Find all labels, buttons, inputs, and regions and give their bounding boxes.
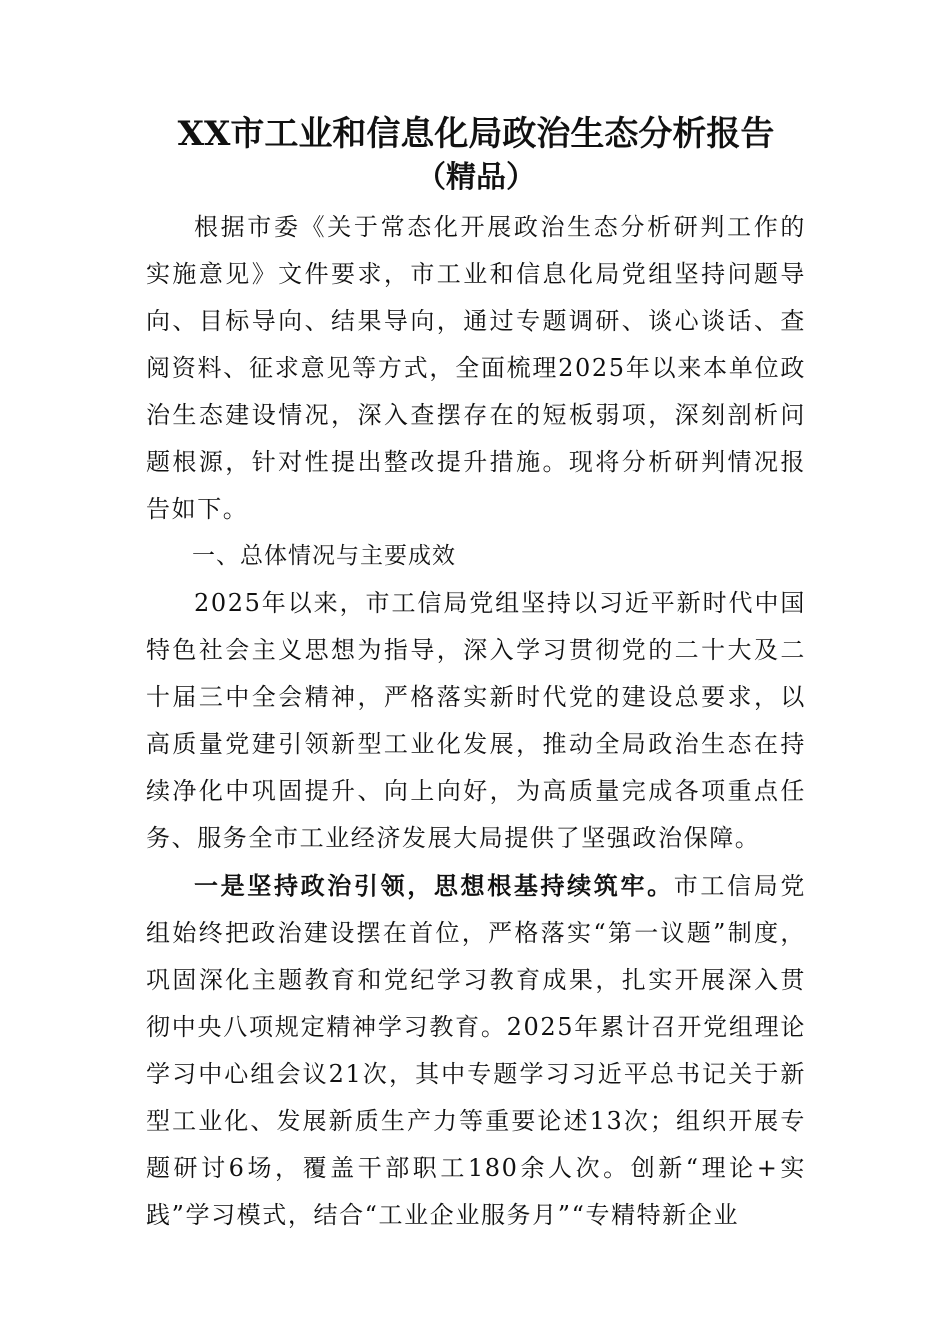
section-1-paragraph: 2025年以来，市工信局党组坚持以习近平新时代中国特色社会主义思想为指导，深入学习贯彻党的二十大及二十届三中全会精神，严格落实新时代党的建设总要求，以高质量党建引领新型工业化发展，推动全局政治生态在持续净化中巩固提升、向上向好，为高质量完成各项重点任务、服务全市工业经济发展大局提供了坚强政治保障。 (146, 589, 806, 852)
point-1-lead: 一是坚持政治引领，思想根基持续筑牢。 (194, 871, 674, 900)
point-1-paragraph (146, 862, 806, 1239)
intro-paragraph: 根据市委《关于常态化开展政治生态分析研判工作的实施意见》文件要求，市工业和信息化局党组坚持问题导向、目标导向、结果导向，通过专题调研、谈心谈话、查阅资料、征求意见等方式，全面梳理2025年以来本单位政治生态建设情况，深入查摆存在的短板弱项，深刻剖析问题根源，针对性提出整改提升措施。现将分析研判情况报告如下。 (146, 213, 806, 523)
section-heading-1: 一、总体情况与主要成效 (192, 543, 456, 569)
document-subtitle: （精品） (416, 160, 536, 195)
document-page (146, 110, 806, 1239)
point-1-body: 市工信局党组始终把政治建设摆在首位，严格落实“第一议题”制度，巩固深化主题教育和党纪学习教育成果，扎实开展深入贯彻中央八项规定精神学习教育。2025年累计召开党组理论学习中心组会议21次，其中专题学习习近平总书记关于新型工业化、发展新质生产力等重要论述13次；组织开展专题研讨6场，覆盖干部职工180余人次。创新“理论+实践”学习模式，结合“工业企业服务月”“专精特新企业 (146, 872, 806, 1229)
document-title: XX市工业和信息化局政治生态分析报告 (177, 114, 775, 154)
